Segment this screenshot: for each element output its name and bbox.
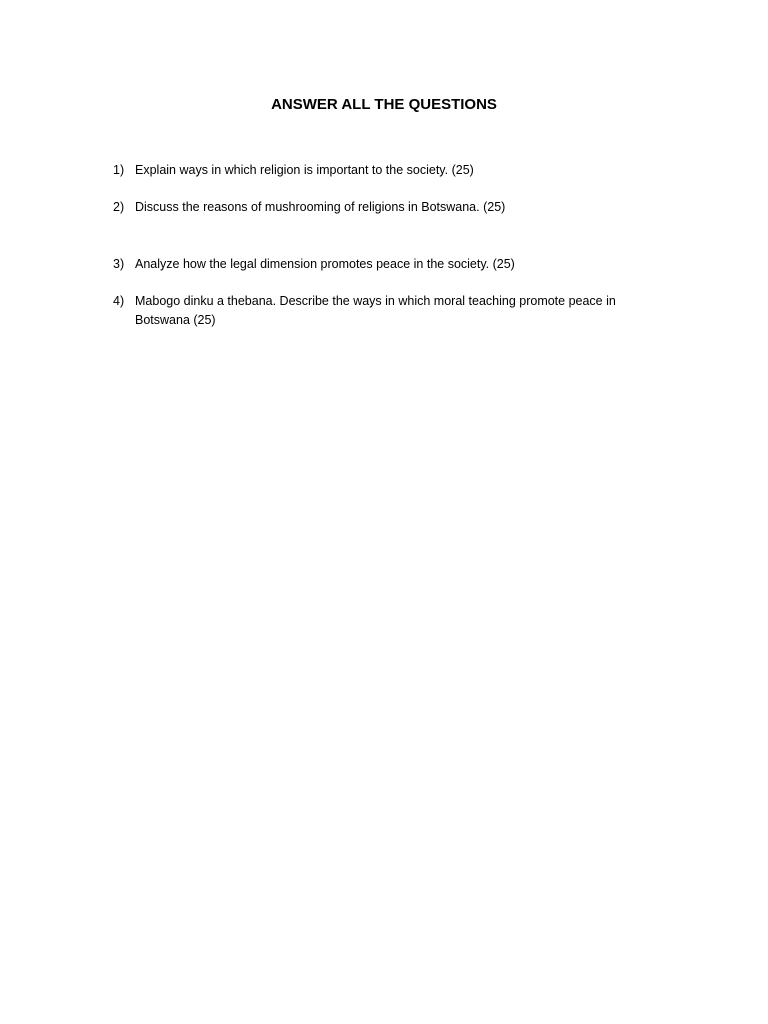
question-number: 3)	[113, 257, 125, 271]
question-item-1	[113, 161, 633, 180]
question-text: Mabogo dinku a thebana. Describe the ways in which moral teaching promote peace in Botswana (25)	[135, 294, 616, 327]
question-item-3	[113, 255, 633, 274]
question-number: 1)	[113, 163, 125, 177]
question-item-4	[113, 292, 633, 330]
question-text: Discuss the reasons of mushrooming of religions in Botswana. (25)	[135, 200, 506, 214]
question-number: 2)	[113, 200, 125, 214]
question-number: 4)	[113, 294, 125, 308]
question-item-2	[113, 198, 633, 217]
question-text: Analyze how the legal dimension promotes peace in the society. (25)	[135, 257, 515, 271]
page-title: ANSWER ALL THE QUESTIONS	[271, 96, 497, 113]
question-text: Explain ways in which religion is important to the society. (25)	[135, 163, 474, 177]
